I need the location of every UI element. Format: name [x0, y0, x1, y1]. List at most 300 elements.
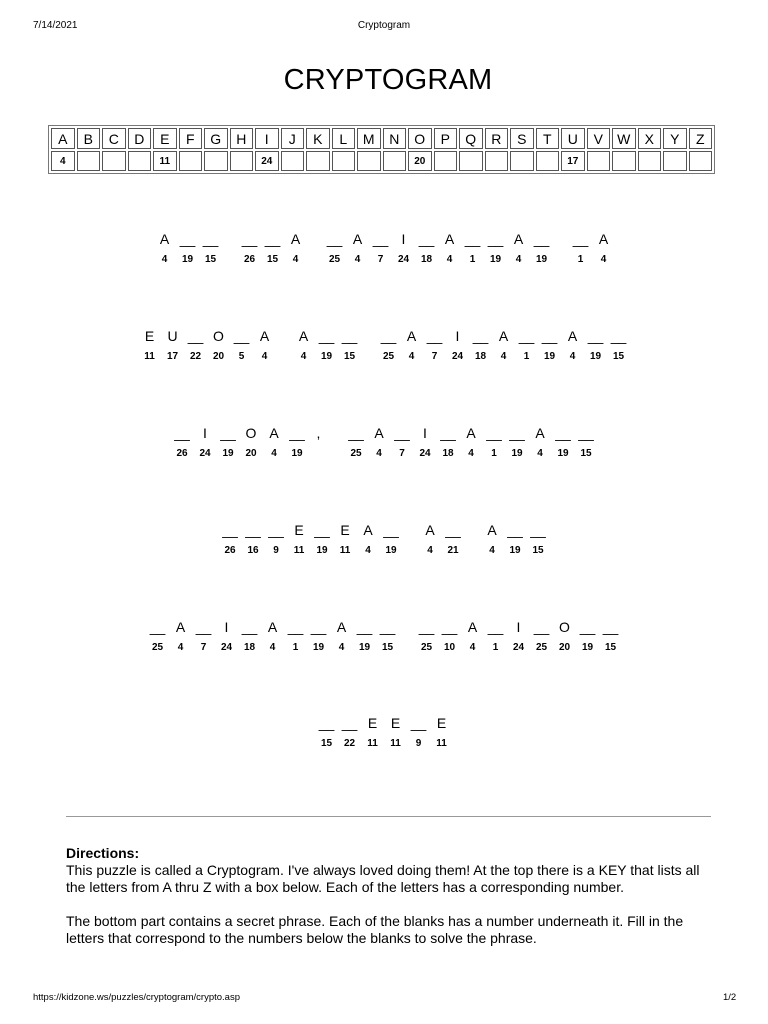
- letter-blank[interactable]: [315, 714, 338, 750]
- letter-blank[interactable]: [219, 521, 242, 557]
- letter-slot[interactable]: [437, 424, 460, 442]
- letter-slot[interactable]: A: [159, 231, 170, 247]
- letter-blank[interactable]: [484, 230, 507, 266]
- key-letter-i: I: [255, 128, 279, 149]
- letter-slot[interactable]: A: [290, 231, 301, 247]
- letter-slot[interactable]: A: [336, 619, 347, 635]
- cipher-number: 11: [390, 738, 401, 749]
- cipher-number: 19: [312, 642, 325, 653]
- letter-blank[interactable]: [292, 327, 315, 363]
- letter-blank[interactable]: [506, 424, 529, 460]
- letter-slot[interactable]: O: [559, 619, 570, 635]
- key-number-t[interactable]: [536, 151, 560, 171]
- letter-slot[interactable]: I: [423, 425, 427, 441]
- key-letter-l: L: [332, 128, 356, 149]
- key-number-b[interactable]: [77, 151, 101, 171]
- cipher-number: 11: [293, 545, 305, 556]
- letter-slot[interactable]: [584, 327, 607, 345]
- letter-slot[interactable]: A: [374, 425, 384, 441]
- letter-slot[interactable]: [338, 327, 361, 345]
- puzzle-word: [377, 327, 630, 363]
- cipher-number: 25: [328, 254, 341, 265]
- cipher-number: 19: [509, 545, 521, 556]
- cipher-number: 21: [447, 545, 459, 556]
- letter-blank[interactable]: [438, 230, 461, 266]
- letter-slot[interactable]: [376, 618, 399, 636]
- cipher-number: 4: [376, 448, 382, 459]
- letter-blank[interactable]: [423, 327, 446, 363]
- letter-blank[interactable]: [361, 714, 384, 750]
- letter-blank[interactable]: [330, 618, 353, 654]
- letter-slot[interactable]: [415, 618, 438, 636]
- letter-slot[interactable]: [484, 230, 507, 248]
- letter-slot[interactable]: [576, 618, 599, 636]
- letter-blank[interactable]: [265, 521, 288, 557]
- cipher-number: 7: [431, 351, 438, 362]
- cipher-number: 19: [543, 351, 556, 362]
- letter-slot[interactable]: [599, 618, 622, 636]
- letter-blank[interactable]: [538, 327, 561, 363]
- letter-blank[interactable]: [169, 618, 192, 654]
- letter-slot[interactable]: A: [175, 619, 186, 635]
- key-number-i[interactable]: 24: [255, 151, 279, 171]
- letter-slot[interactable]: [307, 618, 330, 636]
- letter-slot[interactable]: [530, 618, 553, 636]
- cipher-number: 4: [446, 254, 453, 265]
- letter-slot[interactable]: [238, 230, 261, 248]
- letter-slot[interactable]: O: [213, 328, 224, 344]
- letter-blank[interactable]: [357, 521, 380, 557]
- letter-slot[interactable]: E: [340, 522, 350, 538]
- letter-slot[interactable]: E: [367, 715, 378, 731]
- letter-slot[interactable]: A: [598, 231, 609, 247]
- cipher-number: 4: [408, 351, 415, 362]
- key-letter-a: A: [51, 128, 75, 149]
- letter-blank[interactable]: [146, 618, 169, 654]
- letter-blank[interactable]: [261, 230, 284, 266]
- letter-blank[interactable]: [238, 618, 261, 654]
- cipher-number: 1: [577, 254, 584, 265]
- puzzle-line: [0, 618, 768, 654]
- letter-slot[interactable]: [286, 424, 309, 442]
- letter-slot[interactable]: [369, 230, 392, 248]
- cipher-number: 19: [385, 545, 397, 556]
- cipher-number: 1: [523, 351, 530, 362]
- cipher-number: 18: [243, 642, 256, 653]
- cipher-number: 4: [338, 642, 345, 653]
- letter-slot[interactable]: [407, 714, 430, 732]
- cipher-number: 4: [292, 254, 299, 265]
- cipher-number: 11: [339, 545, 351, 556]
- letter-blank[interactable]: [376, 618, 399, 654]
- letter-blank[interactable]: [481, 521, 504, 557]
- letter-slot[interactable]: [423, 327, 446, 345]
- letter-slot[interactable]: [391, 424, 414, 442]
- puzzle-word: [419, 521, 465, 557]
- letter-slot[interactable]: I: [516, 619, 521, 635]
- cipher-number: 25: [420, 642, 433, 653]
- letter-blank[interactable]: [438, 618, 461, 654]
- key-number-a[interactable]: 4: [51, 151, 75, 171]
- key-letter-v: V: [587, 128, 611, 149]
- cipher-number: 9: [273, 545, 279, 556]
- letter-blank[interactable]: [261, 618, 284, 654]
- key-letter-m: M: [357, 128, 381, 149]
- letter-slot[interactable]: A: [425, 522, 435, 538]
- letter-slot[interactable]: A: [467, 619, 478, 635]
- letter-blank[interactable]: [430, 714, 453, 750]
- letter-slot[interactable]: [377, 327, 400, 345]
- key-number-z[interactable]: [689, 151, 713, 171]
- key-letter-p: P: [434, 128, 458, 149]
- letter-slot[interactable]: [380, 521, 403, 539]
- letter-blank[interactable]: [184, 327, 207, 363]
- letter-blank[interactable]: [530, 618, 553, 654]
- cipher-number: 4: [300, 351, 307, 362]
- letter-blank[interactable]: [530, 230, 553, 266]
- letter-blank[interactable]: [592, 230, 615, 266]
- cipher-number: 4: [261, 351, 268, 362]
- letter-blank[interactable]: [515, 327, 538, 363]
- key-letter-n: N: [383, 128, 407, 149]
- letter-blank[interactable]: [284, 618, 307, 654]
- key-letter-y: Y: [663, 128, 687, 149]
- cipher-number: 18: [442, 448, 454, 459]
- letter-blank[interactable]: [437, 424, 460, 460]
- letter-slot[interactable]: [338, 714, 361, 732]
- key-number-x[interactable]: [638, 151, 662, 171]
- letter-slot[interactable]: A: [269, 425, 279, 441]
- letter-blank[interactable]: [284, 230, 307, 266]
- letter-slot[interactable]: [192, 618, 215, 636]
- cipher-number: 25: [151, 642, 164, 653]
- key-letter-d: D: [128, 128, 152, 149]
- letter-slot[interactable]: [484, 618, 507, 636]
- letter-blank[interactable]: [377, 327, 400, 363]
- letter-blank[interactable]: [575, 424, 598, 460]
- letter-slot[interactable]: [438, 618, 461, 636]
- letter-blank[interactable]: [240, 424, 263, 460]
- cipher-number: 19: [316, 545, 328, 556]
- letter-blank[interactable]: [392, 230, 415, 266]
- key-letter-f: F: [179, 128, 203, 149]
- letter-blank[interactable]: [504, 521, 527, 557]
- letter-slot[interactable]: A: [466, 425, 476, 441]
- key-numbers-row: [51, 151, 712, 171]
- letter-slot[interactable]: E: [390, 715, 401, 731]
- letter-blank[interactable]: [415, 230, 438, 266]
- letter-blank[interactable]: [391, 424, 414, 460]
- cipher-number: 1: [491, 448, 497, 459]
- letter-slot[interactable]: [538, 327, 561, 345]
- key-letter-e: E: [153, 128, 177, 149]
- key-number-g[interactable]: [204, 151, 228, 171]
- key-number-f[interactable]: [179, 151, 203, 171]
- cipher-number: 4: [500, 351, 507, 362]
- key-number-k[interactable]: [306, 151, 330, 171]
- letter-blank[interactable]: [461, 618, 484, 654]
- letter-blank[interactable]: [307, 618, 330, 654]
- letter-slot[interactable]: [504, 521, 527, 539]
- letter-blank[interactable]: [553, 618, 576, 654]
- letter-slot[interactable]: [461, 230, 484, 248]
- cipher-number: 15: [612, 351, 625, 362]
- letter-slot[interactable]: A: [513, 231, 524, 247]
- cipher-number: 24: [199, 448, 211, 459]
- letter-slot[interactable]: [315, 327, 338, 345]
- letter-blank[interactable]: [460, 424, 483, 460]
- letter-blank[interactable]: [311, 521, 334, 557]
- key-letter-g: G: [204, 128, 228, 149]
- letter-blank[interactable]: [192, 618, 215, 654]
- letter-blank[interactable]: [242, 521, 265, 557]
- letter-blank[interactable]: [419, 521, 442, 557]
- cipher-number: 4: [365, 545, 371, 556]
- cipher-number: 20: [212, 351, 225, 362]
- letter-slot[interactable]: A: [567, 328, 578, 344]
- cipher-number: 16: [247, 545, 259, 556]
- letter-slot[interactable]: [171, 424, 194, 442]
- letter-blank[interactable]: [415, 618, 438, 654]
- letter-slot[interactable]: [415, 230, 438, 248]
- letter-blank[interactable]: [238, 230, 261, 266]
- letter-blank[interactable]: [286, 424, 309, 460]
- letter-slot[interactable]: [146, 618, 169, 636]
- letter-slot[interactable]: [219, 521, 242, 539]
- letter-slot[interactable]: [242, 521, 265, 539]
- letter-blank[interactable]: [483, 424, 506, 460]
- key-letter-b: B: [77, 128, 101, 149]
- letter-blank[interactable]: [384, 714, 407, 750]
- key-number-j[interactable]: [281, 151, 305, 171]
- letter-slot[interactable]: [184, 327, 207, 345]
- cipher-number: 7: [399, 448, 405, 459]
- cipher-number: 7: [200, 642, 207, 653]
- key-letter-q: Q: [459, 128, 483, 149]
- key-number-y[interactable]: [663, 151, 687, 171]
- letter-blank[interactable]: [253, 327, 276, 363]
- cipher-number: 15: [604, 642, 617, 653]
- letter-blank[interactable]: [507, 230, 530, 266]
- letter-slot[interactable]: [284, 618, 307, 636]
- letter-blank[interactable]: [194, 424, 217, 460]
- letter-slot[interactable]: [569, 230, 592, 248]
- key-letter-w: W: [612, 128, 636, 149]
- letter-slot[interactable]: I: [224, 619, 229, 635]
- letter-blank[interactable]: [561, 327, 584, 363]
- key-letters-row: [51, 128, 712, 149]
- letter-blank[interactable]: [338, 327, 361, 363]
- letter-blank[interactable]: [315, 327, 338, 363]
- puzzle-word: [219, 521, 403, 557]
- letter-slot[interactable]: [238, 618, 261, 636]
- cipher-number: 24: [419, 448, 431, 459]
- letter-blank[interactable]: [368, 424, 391, 460]
- letter-blank[interactable]: [334, 521, 357, 557]
- letter-blank[interactable]: [492, 327, 515, 363]
- letter-blank[interactable]: [199, 230, 222, 266]
- cipher-number: 5: [238, 351, 245, 362]
- key-number-u[interactable]: 17: [561, 151, 585, 171]
- key-number-q[interactable]: [459, 151, 483, 171]
- letter-blank[interactable]: [161, 327, 184, 363]
- letter-blank[interactable]: [263, 424, 286, 460]
- letter-slot[interactable]: [575, 424, 598, 442]
- letter-slot[interactable]: A: [535, 425, 545, 441]
- letter-slot[interactable]: [442, 521, 465, 539]
- letter-blank[interactable]: [176, 230, 199, 266]
- letter-blank[interactable]: [380, 521, 403, 557]
- letter-slot[interactable]: [527, 521, 550, 539]
- directions-heading: Directions:: [66, 845, 140, 861]
- puzzle-word: [292, 327, 361, 363]
- puzzle-word: [323, 230, 553, 266]
- cipher-number: 20: [558, 642, 571, 653]
- letter-blank[interactable]: [345, 424, 368, 460]
- cipher-number: 19: [291, 448, 303, 459]
- letter-slot[interactable]: A: [267, 619, 278, 635]
- letter-blank[interactable]: [369, 230, 392, 266]
- letter-blank[interactable]: [414, 424, 437, 460]
- letter-slot[interactable]: E: [294, 522, 304, 538]
- puzzle-word: [345, 424, 598, 460]
- letter-blank[interactable]: [323, 230, 346, 266]
- letter-blank[interactable]: [484, 618, 507, 654]
- key-number-e[interactable]: 11: [153, 151, 177, 171]
- letter-slot[interactable]: [345, 424, 368, 442]
- letter-blank[interactable]: [138, 327, 161, 363]
- letter-blank[interactable]: [469, 327, 492, 363]
- letter-slot[interactable]: [506, 424, 529, 442]
- cipher-number: 19: [557, 448, 569, 459]
- letter-slot[interactable]: A: [406, 328, 417, 344]
- cipher-number: 4: [600, 254, 607, 265]
- letter-slot[interactable]: E: [436, 715, 447, 731]
- letter-blank[interactable]: [527, 521, 550, 557]
- letter-slot[interactable]: [469, 327, 492, 345]
- key-letter-z: Z: [689, 128, 713, 149]
- key-number-v[interactable]: [587, 151, 611, 171]
- cipher-number: 25: [535, 642, 548, 653]
- cipher-number: 22: [189, 351, 202, 362]
- letter-blank[interactable]: [153, 230, 176, 266]
- cipher-number: 11: [367, 738, 378, 749]
- key-number-l[interactable]: [332, 151, 356, 171]
- letter-slot[interactable]: [217, 424, 240, 442]
- letter-slot[interactable]: [315, 714, 338, 732]
- letter-slot[interactable]: [265, 521, 288, 539]
- letter-slot[interactable]: A: [298, 328, 309, 344]
- key-number-m[interactable]: [357, 151, 381, 171]
- letter-slot[interactable]: A: [444, 231, 455, 247]
- cipher-number: 7: [377, 254, 384, 265]
- letter-blank[interactable]: [529, 424, 552, 460]
- letter-slot[interactable]: [311, 521, 334, 539]
- key-number-n[interactable]: [383, 151, 407, 171]
- key-letter-j: J: [281, 128, 305, 149]
- puzzle-line: [0, 424, 768, 460]
- letter-slot[interactable]: [552, 424, 575, 442]
- key-number-p[interactable]: [434, 151, 458, 171]
- key-number-d[interactable]: [128, 151, 152, 171]
- letter-slot[interactable]: [515, 327, 538, 345]
- key-number-s[interactable]: [510, 151, 534, 171]
- letter-blank[interactable]: [288, 521, 311, 557]
- letter-slot[interactable]: [530, 230, 553, 248]
- key-number-o[interactable]: 20: [408, 151, 432, 171]
- letter-blank[interactable]: [442, 521, 465, 557]
- letter-slot[interactable]: [353, 618, 376, 636]
- letter-slot[interactable]: A: [498, 328, 509, 344]
- cipher-number: 19: [511, 448, 523, 459]
- letter-slot[interactable]: A: [352, 231, 363, 247]
- cipher-number: 24: [451, 351, 464, 362]
- letter-blank[interactable]: [346, 230, 369, 266]
- cipher-number: 15: [532, 545, 544, 556]
- letter-slot[interactable]: [199, 230, 222, 248]
- cipher-number: 4: [515, 254, 522, 265]
- letter-blank[interactable]: [400, 327, 423, 363]
- letter-blank[interactable]: [338, 714, 361, 750]
- letter-blank[interactable]: [569, 230, 592, 266]
- letter-blank[interactable]: [507, 618, 530, 654]
- puzzle-word: [315, 714, 453, 750]
- key-number-h[interactable]: [230, 151, 254, 171]
- letter-blank[interactable]: [407, 714, 430, 750]
- cipher-number: 1: [469, 254, 476, 265]
- letter-slot[interactable]: [323, 230, 346, 248]
- header-date: 7/14/2021: [33, 20, 78, 31]
- letter-slot[interactable]: A: [487, 522, 497, 538]
- letter-slot[interactable]: A: [259, 328, 270, 344]
- key-number-r[interactable]: [485, 151, 509, 171]
- letter-blank[interactable]: [217, 424, 240, 460]
- letter-slot[interactable]: I: [203, 425, 207, 441]
- letter-slot[interactable]: O: [245, 425, 257, 441]
- letter-blank[interactable]: [599, 618, 622, 654]
- letter-blank[interactable]: [353, 618, 376, 654]
- letter-blank[interactable]: [461, 230, 484, 266]
- letter-slot[interactable]: [230, 327, 253, 345]
- letter-slot[interactable]: [261, 230, 284, 248]
- letter-blank[interactable]: [584, 327, 607, 363]
- key-number-w[interactable]: [612, 151, 636, 171]
- letter-blank[interactable]: [215, 618, 238, 654]
- footer-page-number: 1/2: [723, 992, 737, 1003]
- letter-slot[interactable]: A: [363, 522, 373, 538]
- key-number-c[interactable]: [102, 151, 126, 171]
- letter-slot[interactable]: E: [144, 328, 155, 344]
- letter-blank[interactable]: [576, 618, 599, 654]
- letter-slot[interactable]: [483, 424, 506, 442]
- letter-blank[interactable]: [446, 327, 469, 363]
- directions-paragraph-2: The bottom part contains a secret phrase. Each of the blanks has a number underneath it. Fill in the letters that correspond to the numbers below the blanks to solve the phrase.: [66, 913, 684, 946]
- letter-blank[interactable]: [607, 327, 630, 363]
- letter-slot[interactable]: [176, 230, 199, 248]
- letter-slot[interactable]: I: [455, 328, 460, 344]
- letter-blank[interactable]: [230, 327, 253, 363]
- letter-slot[interactable]: [607, 327, 630, 345]
- cipher-number: 4: [177, 642, 184, 653]
- letter-slot[interactable]: U: [167, 328, 178, 344]
- cipher-number: 18: [420, 254, 433, 265]
- puzzle-word: [146, 618, 399, 654]
- cipher-number: 4: [269, 642, 276, 653]
- letter-blank[interactable]: [207, 327, 230, 363]
- letter-slot[interactable]: I: [401, 231, 406, 247]
- letter-blank[interactable]: [552, 424, 575, 460]
- letter-blank[interactable]: [171, 424, 194, 460]
